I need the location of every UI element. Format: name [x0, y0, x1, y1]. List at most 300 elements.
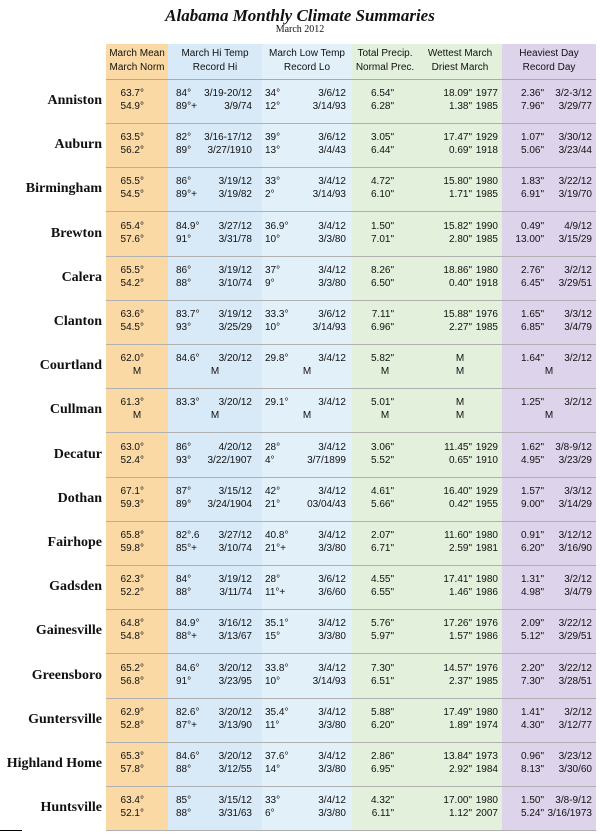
cell-heavy: 2.76": [520, 264, 544, 276]
cell-precip: 5.82": [370, 353, 394, 365]
cell-hi-date: 3/15/12: [218, 485, 252, 497]
cell-rec-day: 5.24": [520, 808, 544, 820]
cell-dry: M: [455, 366, 465, 378]
cell-norm: 54.8°: [120, 631, 144, 643]
cell-rec-day-date: 3/12/77: [558, 719, 592, 731]
cell-heavy: 1.41": [520, 706, 544, 718]
cell-norm: 54.5°: [120, 322, 144, 333]
cell-heavy-date: 3/22/12: [558, 662, 592, 674]
cell-norm-precip: 7.01": [370, 233, 394, 245]
cell-rec-lo-date: 3/3/80: [318, 233, 346, 245]
cell-rec-day: 7.30": [520, 675, 544, 687]
cell-rec-day-date: 3/30/60: [558, 764, 592, 775]
station-row: [0, 478, 600, 522]
cell-rec-hi-date: 3/27/1910: [207, 145, 252, 157]
cell-norm: 57.8°: [120, 764, 144, 775]
cell-norm: M: [132, 366, 142, 378]
cell-rec-lo: 11°+: [265, 587, 286, 599]
cell-heavy: 0.96": [520, 751, 544, 762]
station-row: [0, 168, 600, 212]
cell-lo-date: 3/4/12: [318, 264, 346, 276]
cell-rec-lo: 9°: [265, 277, 275, 289]
cell-rec-hi: 88°: [176, 587, 192, 599]
cell-rec-day: 7.96": [520, 101, 544, 112]
cell-norm: 57.6°: [120, 233, 144, 245]
cell-rec-lo: 10°: [265, 322, 281, 333]
cell-wet-year: 1977: [475, 88, 498, 99]
cell-lo-date: 3/4/12: [318, 706, 346, 718]
cell-wet: 13.84": [443, 751, 472, 762]
station-row: [0, 655, 600, 699]
cell-rec-day: 4.30": [520, 719, 544, 731]
cell-wet: 16.40": [443, 485, 472, 497]
cell-dry-year: 1984: [475, 764, 498, 775]
cell-heavy-date: 3/3/12: [564, 309, 592, 320]
cell-hi-date: 3/19-20/12: [204, 88, 252, 99]
cell-lo-date: 3/6/12: [318, 132, 346, 144]
header-wettest: Wettest March Driest March: [427, 48, 493, 73]
station-name: Highland Home: [6, 756, 102, 771]
cell-rec-hi: 89°: [176, 498, 192, 510]
station-row: [0, 389, 600, 433]
cell-dry-year: 1981: [475, 543, 498, 554]
cell-dry: 0.69": [448, 145, 472, 157]
cell-lo-date: 3/4/12: [318, 397, 346, 409]
cell-dry: 1.46": [448, 587, 472, 599]
cell-lo: 40.8°: [265, 530, 289, 541]
cell-lo: 36.9°: [265, 220, 289, 232]
cell-precip: 2.86": [370, 751, 394, 762]
cell-precip: 7.30": [370, 662, 394, 674]
cell-hi-date: 3/20/12: [218, 662, 252, 674]
cell-dry-year: 1974: [475, 719, 498, 731]
cell-dry-year: 1910: [475, 454, 498, 466]
cell-norm: M: [132, 410, 142, 422]
cell-lo: 33.8°: [265, 662, 289, 674]
cell-dry: 0.40": [448, 277, 472, 289]
cell-heavy-date: 3/3/12: [564, 485, 592, 497]
cell-mean: 63.0°: [120, 441, 144, 453]
cell-rec-hi-date: 3/23/95: [218, 675, 252, 687]
cell-norm: 54.5°: [120, 189, 144, 201]
cell-heavy: 1.25": [520, 397, 544, 409]
cell-rec-day-date: 3/14/29: [558, 498, 592, 510]
cell-rec-day-date: 3/16/1973: [547, 808, 592, 820]
cell-heavy-date: 3/2/12: [564, 264, 592, 276]
cell-lo-date: 3/4/12: [318, 751, 346, 762]
cell-rec-hi-date: 3/11/74: [219, 587, 252, 599]
cell-hi: 86°: [176, 441, 192, 453]
cell-heavy: 1.83": [520, 176, 544, 188]
cell-rec-hi: 85°+: [176, 543, 197, 554]
cell-precip: 5.76": [370, 618, 394, 630]
cell-rec-hi: 91°: [176, 233, 192, 245]
cell-hi-date: 3/27/12: [218, 220, 252, 232]
cell-wet: 14.57": [443, 662, 472, 674]
cell-rec-hi-date: 3/9/74: [224, 101, 252, 112]
cell-rec-hi: 91°: [176, 675, 192, 687]
cell-rec-lo-date: 3/14/93: [312, 189, 346, 201]
cell-mean: 67.1°: [120, 485, 144, 497]
cell-norm-precip: 5.52": [370, 454, 394, 466]
cell-hi-date: 3/27/12: [218, 530, 252, 541]
cell-rec-day-date: 3/4/79: [564, 587, 592, 599]
cell-norm-precip: 5.66": [370, 498, 394, 510]
station-row: [0, 257, 600, 301]
cell-lo-date: 3/4/12: [318, 485, 346, 497]
row-divider: [106, 830, 596, 831]
cell-norm: 52.2°: [120, 587, 144, 599]
cell-dry-year: 1955: [475, 498, 498, 510]
cell-wet: 11.60": [444, 530, 472, 541]
cell-hi: 86°: [176, 176, 192, 188]
cell-lo: 35.4°: [265, 706, 289, 718]
cell-rec-day: 13.00": [515, 233, 544, 245]
cell-rec-day: 6.45": [520, 277, 544, 289]
cell-precip: 7.11": [371, 309, 394, 320]
cell-mean: 63.5°: [120, 132, 144, 144]
cell-lo: 29.1°: [265, 397, 289, 409]
cell-rec-lo: 4°: [265, 454, 275, 466]
cell-rec-day-date: 3/4/79: [564, 322, 592, 333]
station-row: [0, 743, 600, 787]
cell-dry-year: 1985: [475, 101, 498, 112]
station-row: [0, 434, 600, 478]
cell-rec-day: 6.91": [520, 189, 544, 201]
station-name: Anniston: [47, 93, 102, 108]
cell-heavy-date: 3/12/12: [558, 530, 592, 541]
cell-rec-lo: M: [302, 410, 312, 422]
cell-heavy: 1.50": [520, 795, 544, 807]
cell-dry-year: 1985: [475, 675, 498, 687]
cell-precip: 4.61": [370, 485, 394, 497]
cell-hi-date: 3/16/12: [218, 618, 252, 630]
cell-dry-year: 1985: [475, 322, 498, 333]
cell-lo: 35.1°: [265, 618, 289, 630]
cell-wet: 17.47": [443, 132, 472, 144]
cell-norm-precip: 6.50": [370, 277, 394, 289]
cell-wet-year: 1976: [475, 618, 498, 630]
cell-dry: 1.57": [448, 631, 472, 643]
station-name: Gainesville: [35, 623, 102, 639]
station-row: [0, 610, 600, 654]
cell-wet: 18.86": [443, 264, 472, 276]
cell-wet: 17.41": [443, 574, 472, 586]
cell-dry-year: 1918: [475, 145, 498, 157]
cell-wet-year: 1976: [475, 662, 498, 674]
cell-dry: 1.89": [448, 719, 472, 731]
cell-rec-hi: 89°: [176, 145, 192, 157]
cell-wet: 17.49": [443, 706, 472, 718]
cell-norm-precip: 6.71": [370, 543, 394, 554]
cell-norm: 59.8°: [120, 543, 144, 554]
cell-rec-hi-date: 3/10/74: [218, 277, 252, 289]
cell-lo-date: 3/4/12: [318, 530, 346, 541]
cell-hi-date: 3/15/12: [218, 795, 252, 807]
cell-rec-day: 4.98": [520, 587, 544, 599]
cell-lo-date: 3/4/12: [318, 220, 346, 232]
cell-norm: 56.8°: [120, 675, 144, 687]
cell-rec-day: M: [544, 366, 554, 378]
cell-dry: 2.80": [448, 233, 472, 245]
cell-rec-hi: 87°+: [176, 719, 197, 731]
cell-norm-precip: 6.95": [370, 764, 394, 775]
cell-rec-day: M: [544, 410, 554, 422]
cell-lo: 39°: [265, 132, 281, 144]
cell-norm: 54.2°: [120, 277, 144, 289]
cell-rec-day: 5.06": [520, 145, 544, 157]
cell-heavy-date: 3/30/12: [558, 132, 592, 144]
cell-rec-lo: 12°: [265, 101, 281, 112]
cell-rec-hi-date: 3/19/82: [218, 189, 252, 201]
cell-rec-lo-date: 3/3/80: [318, 543, 346, 554]
cell-precip: 4.72": [370, 176, 394, 188]
cell-rec-lo-date: 03/04/43: [307, 498, 346, 510]
cell-hi: 84°: [176, 574, 192, 586]
cell-lo-date: 3/4/12: [318, 353, 346, 365]
station-row: [0, 345, 600, 389]
cell-wet: 15.88": [443, 309, 472, 320]
cell-rec-hi-date: 3/13/90: [218, 719, 252, 731]
cell-wet: 15.82": [443, 220, 472, 232]
cell-hi: 82°: [176, 132, 192, 144]
cell-rec-hi-date: 3/12/55: [218, 764, 252, 775]
cell-rec-hi-date: 3/31/78: [218, 233, 252, 245]
cell-rec-lo-date: 3/3/80: [318, 808, 346, 820]
cell-rec-day-date: 3/29/77: [558, 101, 592, 112]
cell-hi-date: 3/20/12: [218, 353, 252, 365]
cell-norm-precip: 6.55": [370, 587, 394, 599]
header-heaviest-day: Heaviest Day Record Day: [519, 48, 579, 73]
cell-rec-hi: 88°: [176, 277, 192, 289]
cell-dry-year: 1986: [475, 587, 498, 599]
cell-wet-year: 1929: [475, 441, 498, 453]
cell-heavy: 2.20": [520, 662, 544, 674]
cell-wet-year: 1929: [475, 132, 498, 144]
cell-mean: 61.3°: [120, 397, 144, 409]
station-name: Greensboro: [31, 667, 102, 683]
cell-rec-lo: 6°: [265, 808, 275, 820]
cell-rec-day-date: 3/28/51: [558, 675, 592, 687]
cell-rec-lo: 2°: [265, 189, 275, 201]
cell-hi: 84.6°: [176, 662, 200, 674]
cell-rec-day-date: 3/15/29: [558, 233, 592, 245]
cell-rec-hi: 93°: [176, 454, 192, 466]
cell-rec-day: 6.20": [520, 543, 544, 554]
station-row: [0, 566, 600, 610]
cell-hi: 84.6°: [176, 353, 200, 365]
cell-norm-precip: M: [380, 366, 390, 378]
cell-hi: 85°: [176, 795, 192, 807]
cell-heavy-date: 4/9/12: [564, 220, 592, 232]
cell-rec-day: 4.95": [520, 454, 544, 466]
cell-rec-day-date: 3/19/70: [558, 189, 592, 201]
cell-wet: 17.26": [443, 618, 472, 630]
cell-hi-date: 3/16-17/12: [204, 132, 252, 144]
cell-heavy-date: 3/23/12: [558, 751, 592, 762]
cell-norm: 54.9°: [120, 101, 144, 112]
cell-lo: 34°: [265, 88, 281, 99]
cell-rec-hi-date: 3/31/63: [218, 808, 252, 820]
cell-lo-date: 3/4/12: [318, 618, 346, 630]
station-row: [0, 124, 600, 168]
cell-dry: 2.37": [448, 675, 472, 687]
station-name: Huntsville: [40, 800, 102, 816]
header-hi-temp: March Hi Temp Record Hi: [181, 48, 249, 73]
cell-lo: 42°: [265, 485, 281, 497]
cell-lo: 28°: [265, 441, 281, 453]
cell-rec-hi: 93°: [176, 322, 192, 333]
cell-dry-year: 2007: [475, 808, 498, 820]
cell-wet: M: [455, 397, 465, 409]
cell-dry: 1.12": [448, 808, 472, 820]
cell-heavy-date: 3/22/12: [558, 618, 592, 630]
cell-lo: 33.3°: [265, 309, 289, 320]
cell-wet-year: 1980: [475, 795, 498, 807]
cell-rec-lo: 10°: [265, 233, 281, 245]
cell-precip: 4.32": [370, 795, 394, 807]
cell-mean: 65.5°: [120, 176, 144, 188]
cell-rec-lo: 10°: [265, 675, 281, 687]
cell-precip: 6.54": [370, 88, 394, 99]
cell-dry-year: 1918: [475, 277, 498, 289]
cell-hi-date: 3/20/12: [218, 751, 252, 762]
cell-heavy-date: 3/2/12: [564, 397, 592, 409]
cell-rec-lo: 21°: [265, 498, 281, 510]
station-name: Decatur: [53, 446, 102, 462]
cell-rec-hi: 88°+: [176, 631, 197, 643]
cell-wet-year: 1976: [475, 309, 498, 320]
cell-heavy: 1.62": [520, 441, 544, 453]
cell-rec-hi-date: 3/24/1904: [207, 498, 252, 510]
station-name: Brewton: [50, 225, 102, 241]
cell-mean: 63.4°: [120, 795, 144, 807]
cell-rec-lo: 13°: [265, 145, 281, 157]
cell-rec-day-date: 3/29/51: [558, 277, 592, 289]
cell-mean: 62.9°: [120, 706, 144, 718]
station-name: Gadsden: [49, 579, 102, 595]
cell-norm-precip: 6.11": [371, 808, 394, 820]
cell-rec-hi: 88°: [176, 808, 192, 820]
cell-norm: 56.2°: [120, 145, 144, 157]
cell-rec-lo-date: 3/14/93: [312, 675, 346, 687]
header-low-temp: March Low Temp Record Lo: [269, 48, 345, 73]
station-name: Courtland: [39, 358, 102, 374]
cell-wet-year: 1980: [475, 574, 498, 586]
cell-mean: 65.3°: [120, 751, 144, 762]
cell-rec-hi-date: 3/13/67: [218, 631, 252, 643]
cell-hi: 82.6°: [176, 706, 200, 718]
cell-lo-date: 3/6/12: [318, 309, 346, 320]
cell-lo-date: 3/4/12: [318, 662, 346, 674]
station-name: Dothan: [57, 490, 102, 506]
station-name: Calera: [61, 269, 102, 285]
cell-dry: 0.42": [448, 498, 472, 510]
cell-rec-lo-date: 3/3/80: [318, 631, 346, 643]
cell-heavy-date: 3/8-9/12: [555, 441, 592, 453]
cell-dry: 0.65": [448, 454, 472, 466]
cell-norm: 52.4°: [120, 454, 144, 466]
cell-lo-date: 3/4/12: [318, 176, 346, 188]
cell-rec-lo-date: 3/4/43: [318, 145, 346, 157]
cell-rec-day: 8.13": [520, 764, 544, 775]
cell-norm: 52.8°: [120, 719, 144, 731]
cell-heavy: 0.49": [520, 220, 544, 232]
cell-dry: 2.92": [448, 764, 472, 775]
cell-precip: 2.07": [370, 530, 394, 541]
cell-mean: 62.0°: [120, 353, 144, 365]
station-row: [0, 213, 600, 257]
cell-mean: 65.4°: [120, 220, 144, 232]
cell-rec-lo-date: 3/3/80: [318, 764, 346, 775]
cell-lo: 37°: [265, 264, 281, 276]
cell-rec-day-date: 3/29/51: [558, 631, 592, 643]
cell-precip: 1.50": [370, 220, 394, 232]
cell-mean: 65.8°: [120, 530, 144, 541]
cell-heavy-date: 3/22/12: [558, 176, 592, 188]
cell-hi-date: 3/20/12: [218, 706, 252, 718]
cell-dry: 2.59": [448, 543, 472, 554]
cell-wet: 15.80": [443, 176, 472, 188]
cell-hi-date: 3/19/12: [218, 309, 252, 320]
cell-lo: 37.6°: [265, 751, 289, 762]
cell-lo: 33°: [265, 176, 281, 188]
cell-heavy: 1.64": [520, 353, 544, 365]
cell-norm-precip: 6.10": [370, 189, 394, 201]
cell-norm-precip: M: [380, 410, 390, 422]
cell-mean: 63.6°: [120, 309, 144, 320]
cell-precip: 8.26": [370, 264, 394, 276]
cell-rec-hi-date: 3/22/1907: [207, 454, 252, 466]
cell-mean: 65.5°: [120, 264, 144, 276]
station-row: [0, 301, 600, 345]
header-precip: Total Precip. Normal Prec.: [355, 48, 415, 73]
cell-wet: 18.09": [443, 88, 472, 99]
cell-rec-lo: 14°: [265, 764, 281, 775]
cell-lo: 28°: [265, 574, 281, 586]
cell-wet-year: 1929: [475, 485, 498, 497]
station-name: Birmingham: [25, 181, 102, 197]
cell-hi: 86°: [176, 264, 192, 276]
cell-hi: 84.9°: [176, 220, 200, 232]
cell-mean: 63.7°: [120, 88, 144, 99]
cell-mean: 62.3°: [120, 574, 144, 586]
cell-norm-precip: 6.44": [370, 145, 394, 157]
cell-wet-year: 1980: [475, 706, 498, 718]
cell-heavy-date: 3/8-9/12: [555, 795, 592, 807]
station-row: [0, 80, 600, 124]
station-row: [0, 699, 600, 743]
cell-precip: 5.01": [370, 397, 394, 409]
cell-heavy-date: 3/2/12: [564, 574, 592, 586]
header-mean: March Mean March Norm: [109, 48, 165, 73]
cell-rec-hi: 89°+: [176, 101, 197, 112]
cell-rec-lo: 15°: [265, 631, 281, 643]
cell-lo-date: 3/6/12: [318, 88, 346, 99]
cell-norm-precip: 6.96": [370, 322, 394, 333]
cell-norm: 52.1°: [120, 808, 144, 820]
station-row: [0, 522, 600, 566]
cell-hi: 82°.6: [176, 530, 200, 541]
cell-dry-year: 1986: [475, 631, 498, 643]
cell-mean: 64.8°: [120, 618, 144, 630]
cell-wet: 17.00": [443, 795, 472, 807]
cell-rec-day: 6.85": [520, 322, 544, 333]
cell-rec-lo-date: 3/14/93: [312, 322, 346, 333]
cell-wet-year: 1980: [475, 264, 498, 276]
cell-norm-precip: 6.20": [370, 719, 394, 731]
cell-heavy: 1.31": [520, 574, 544, 586]
